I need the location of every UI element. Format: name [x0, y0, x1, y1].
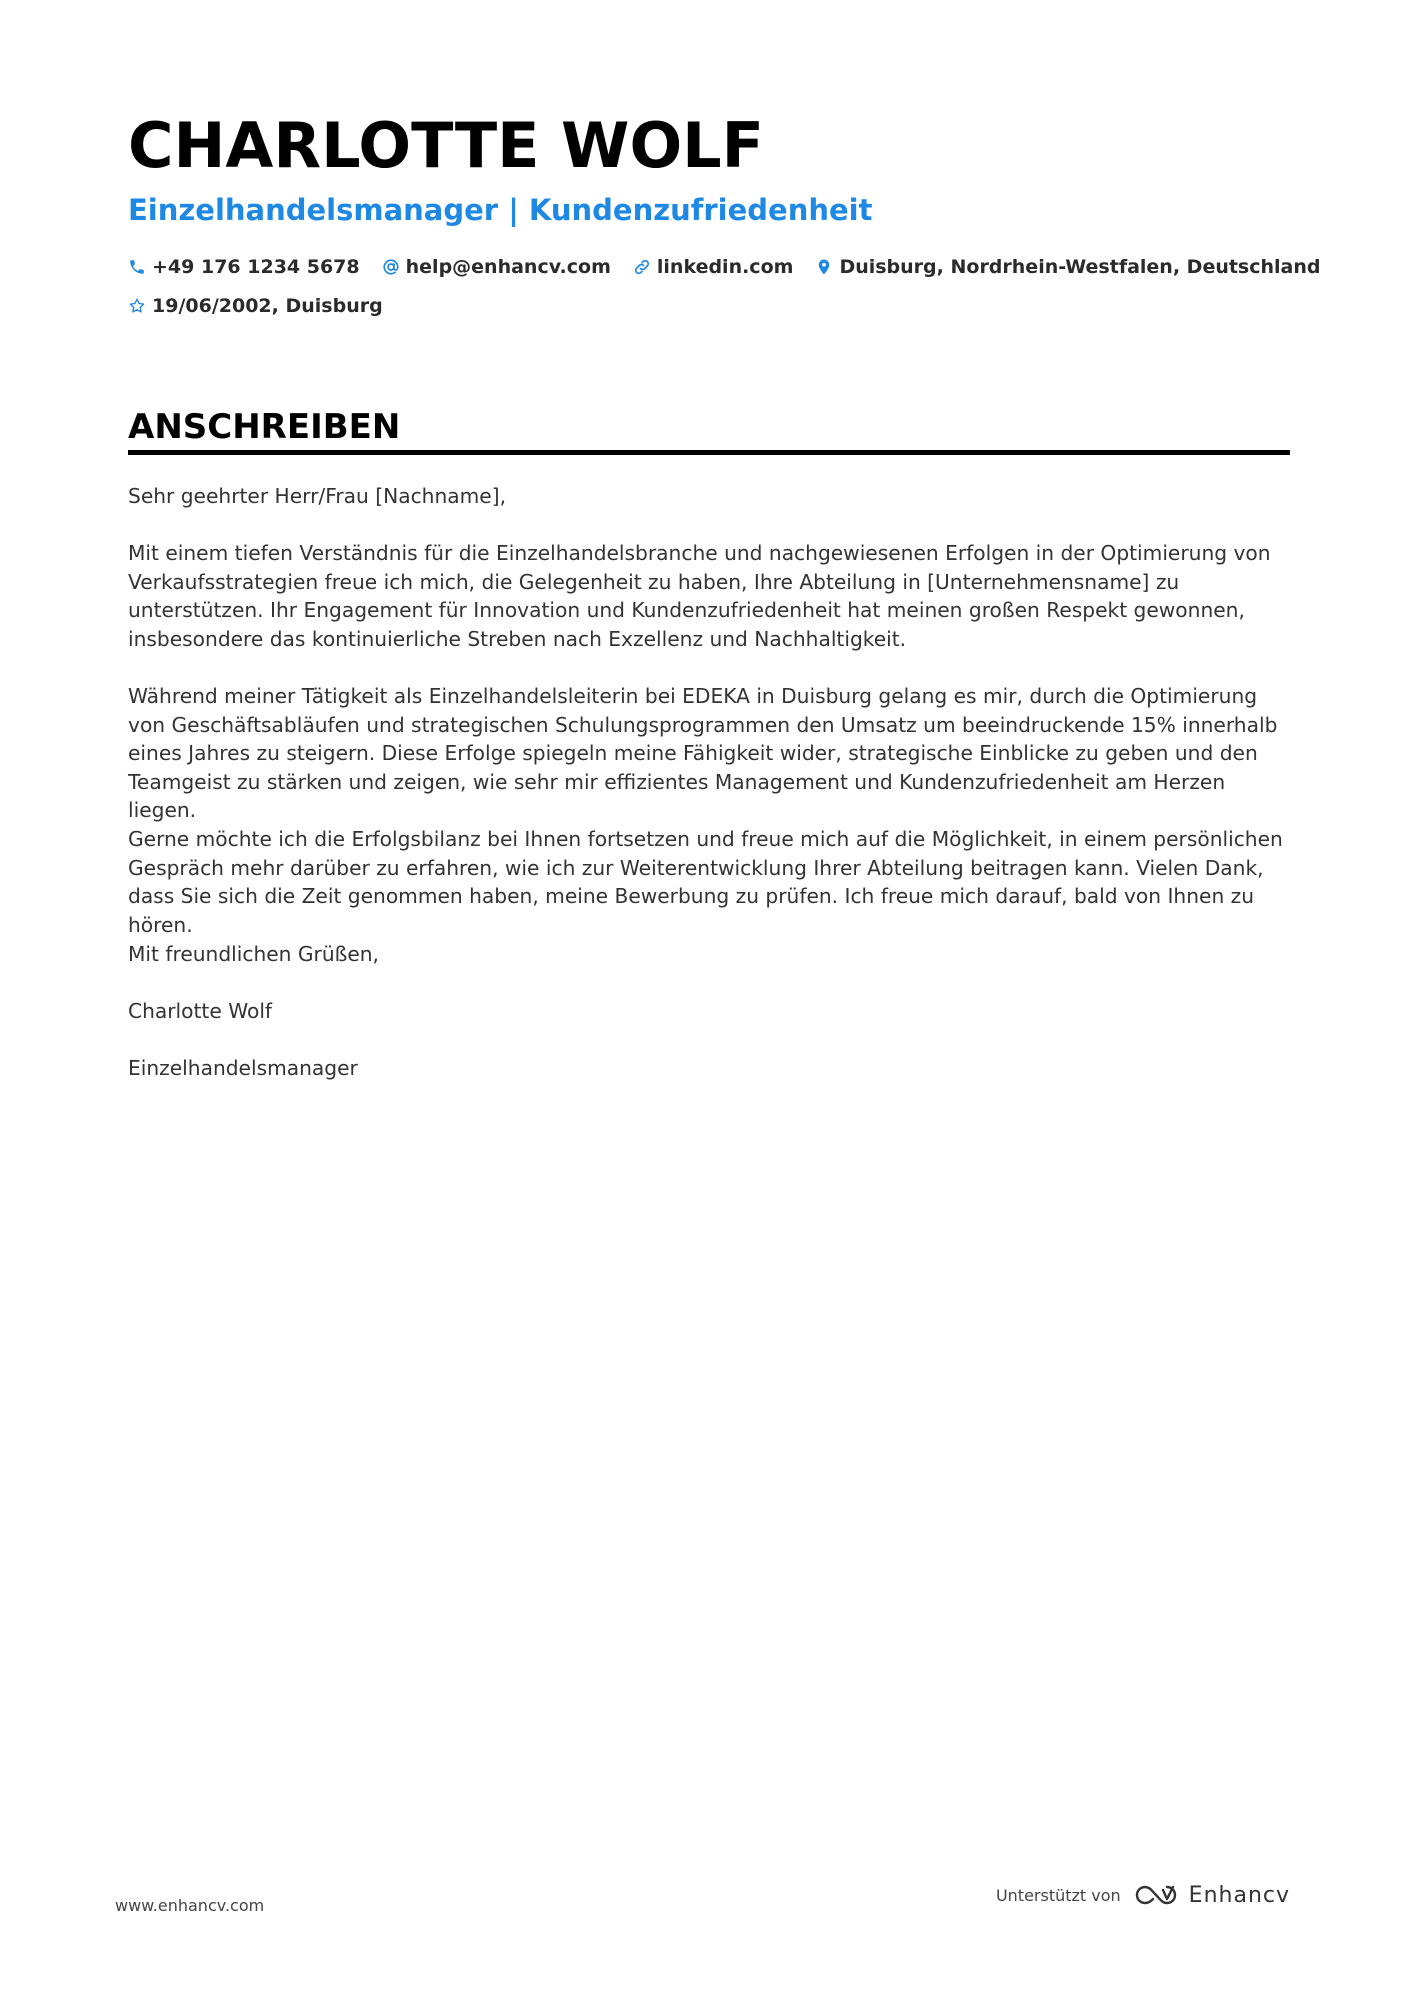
- footer-website[interactable]: www.enhancv.com: [115, 1896, 265, 1915]
- letter-paragraph-2: Während meiner Tätigkeit als Einzelhandelsleiterin bei EDEKA in Duisburg gelang es mir, durch die Optimierung von Geschäftsabläufen und strategischen Schulungsprogrammen den Umsatz um beeindruckende 15% innerhalb eines Jahres zu steigern. Diese Erfolge spiegeln meine Fähigkeit wider, strategische Einblicke zu geben und den Teamgeist zu stärken und zeigen, wie sehr mir effizientes Management und Kundenzufriedenheit am Herzen liegen.: [128, 684, 1278, 823]
- letter-salutation: Sehr geehrter Herr/Frau [Nachname],: [128, 484, 507, 508]
- powered-by-text: Unterstützt von: [995, 1885, 1121, 1905]
- contact-location: [815, 254, 1320, 280]
- section-title: ANSCHREIBEN: [128, 407, 401, 447]
- contact-link[interactable]: [633, 254, 794, 280]
- location-pin-icon: [815, 258, 833, 276]
- location-text: Duisburg, Nordrhein-Westfalen, Deutschland: [839, 256, 1321, 278]
- applicant-headline: Einzelhandelsmanager | Kundenzufriedenheit: [128, 193, 873, 227]
- signature-title: Einzelhandelsmanager: [128, 1056, 358, 1080]
- contact-row-1: [128, 254, 1343, 280]
- letter-paragraph-3: Gerne möchte ich die Erfolgsbilanz bei Ihnen fortsetzen und freue mich auf die Möglichkeit, in einem persönlichen Gespräch mehr darüber zu erfahren, wie ich zur Weiterentwicklung Ihrer Abteilung beitragen kann. Vielen Dank, dass Sie sich die Zeit genommen haben, meine Bewerbung zu prüfen. Ich freue mich darauf, bald von Ihnen zu hören.: [128, 827, 1283, 937]
- phone-icon: [128, 258, 146, 276]
- footer-branding[interactable]: [996, 1882, 1290, 1908]
- phone-text: +49 176 1234 5678: [152, 256, 360, 278]
- contact-row-2: [128, 293, 405, 319]
- contact-phone[interactable]: [128, 254, 360, 280]
- signature-name: Charlotte Wolf: [128, 999, 273, 1023]
- letter-closing: Mit freundlichen Grüßen,: [128, 942, 379, 966]
- enhancv-logo-icon: [1133, 1882, 1179, 1908]
- brand-name: Enhancv: [1188, 1882, 1290, 1908]
- section-divider: [128, 450, 1290, 455]
- birth-text: 19/06/2002, Duisburg: [152, 295, 383, 317]
- link-icon: [633, 258, 651, 276]
- email-text: help@enhancv.com: [405, 256, 611, 278]
- contact-birth: [128, 293, 383, 319]
- at-icon: [382, 258, 400, 276]
- letter-paragraph-1: Mit einem tiefen Verständnis für die Einzelhandelsbranche und nachgewiesenen Erfolgen in der Optimierung von Verkaufsstrategien freue ich mich, die Gelegenheit zu haben, Ihre Abteilung in [Unternehmensname] zu unterstützen. Ihr Engagement für Innovation und Kundenzufriedenheit hat meinen großen Respekt gewonnen, insbesondere das kontinuierliche Streben nach Exzellenz und Nachhaltigkeit.: [128, 541, 1271, 651]
- star-icon: [128, 297, 146, 315]
- applicant-name: CHARLOTTE WOLF: [128, 109, 765, 182]
- link-text: linkedin.com: [656, 256, 794, 278]
- contact-email[interactable]: [382, 254, 611, 280]
